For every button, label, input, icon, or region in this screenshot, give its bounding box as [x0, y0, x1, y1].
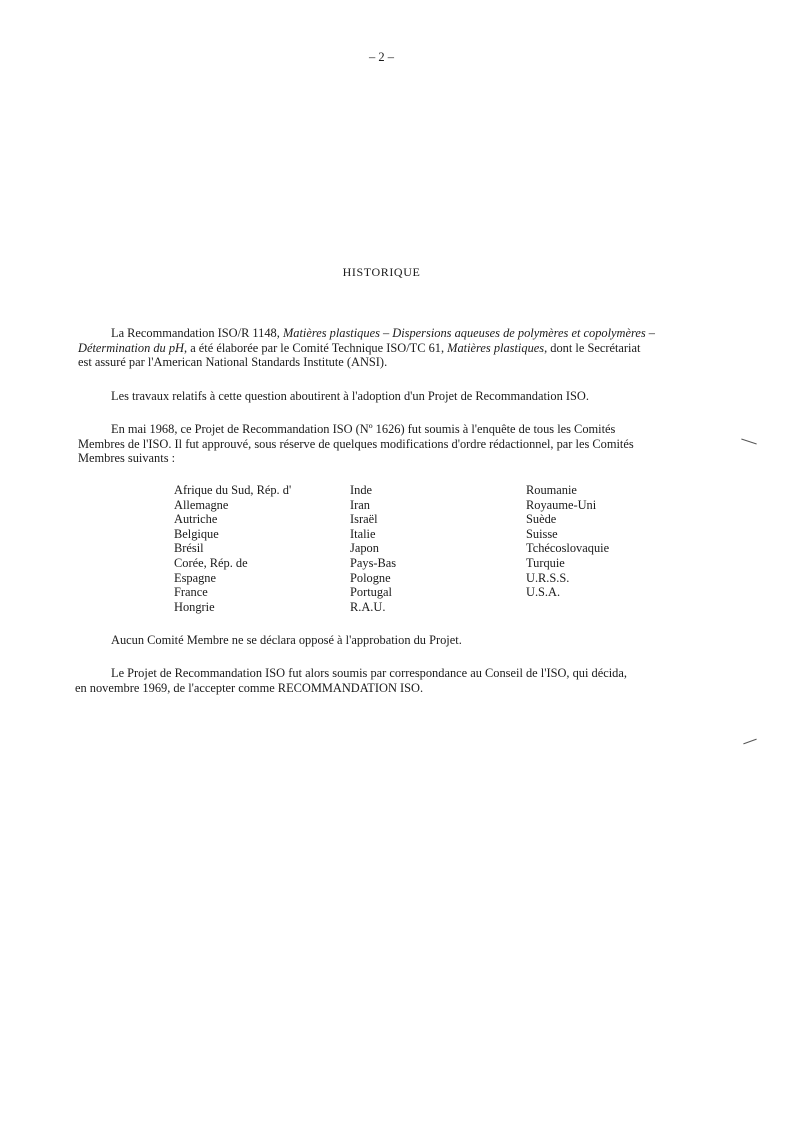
country-item: Royaume-Uni [526, 497, 597, 512]
section-heading: HISTORIQUE [342, 265, 421, 279]
member-countries-column-1 [174, 483, 291, 614]
secretariat-text: , dont le Secrétariat [544, 340, 641, 355]
history-paragraph-1 [78, 326, 678, 370]
margin-mark [743, 739, 756, 745]
recommendation-reference: La Recommandation ISO/R 1148, [111, 326, 283, 340]
history-paragraph-2 [78, 389, 678, 404]
paragraph-1-line-3: est assuré par l'American National Standards Institute (ANSI). [78, 355, 388, 370]
country-item: Israël [350, 512, 378, 527]
paragraph-1-line-2 [78, 341, 678, 356]
page-number: – 2 – [369, 50, 394, 64]
country-item: Tchécoslovaquie [526, 541, 610, 556]
country-item: Japon [350, 541, 379, 556]
history-paragraph-5 [75, 666, 678, 695]
recommendation-title-part-2: Détermination du pH [78, 340, 184, 355]
paragraph-5-line-2: en novembre 1969, de l'accepter comme RECOMMANDATION ISO. [75, 680, 424, 695]
country-item: Portugal [350, 585, 392, 600]
country-item: Inde [350, 483, 373, 497]
paragraph-3-line-2: Membres de l'ISO. Il fut approuvé, sous réserve de quelques modifications d'ordre rédactionnel, par les Comités [78, 436, 634, 451]
committee-text: , a été élaborée par le Comité Technique ISO/TC 61, [184, 340, 448, 355]
recommendation-title-part-1: Matières plastiques – Dispersions aqueuses de polymères et copolymères – [282, 326, 655, 340]
history-paragraph-4 [78, 633, 678, 648]
country-item: Roumanie [526, 483, 577, 497]
country-item: Corée, Rép. de [174, 555, 248, 570]
country-item: France [174, 585, 208, 600]
country-item: Suisse [526, 526, 558, 541]
country-item: Suède [526, 512, 557, 527]
country-item: Espagne [174, 570, 216, 585]
country-item: Brésil [174, 541, 204, 556]
committee-title: Matières plastiques [447, 340, 545, 355]
member-countries-column-2 [350, 483, 396, 614]
paragraph-5-line-1: Le Projet de Recommandation ISO fut alors soumis par correspondance au Conseil de l'ISO, qui décida, [111, 666, 627, 680]
country-item: R.A.U. [350, 599, 386, 614]
country-item: Belgique [174, 526, 219, 541]
country-item: Hongrie [174, 599, 215, 614]
country-item: Iran [350, 497, 370, 512]
member-countries-column-3 [526, 483, 609, 600]
paragraph-4-line-1: Aucun Comité Membre ne se déclara opposé à l'approbation du Projet. [111, 633, 462, 647]
country-item: Allemagne [174, 497, 229, 512]
country-item: Pays-Bas [350, 555, 397, 570]
history-paragraph-3 [78, 422, 678, 466]
country-item: Afrique du Sud, Rép. d' [174, 483, 292, 497]
margin-mark [741, 439, 757, 445]
country-item: Pologne [350, 570, 391, 585]
paragraph-3-line-1: En mai 1968, ce Projet de Recommandation ISO (Nº 1626) fut soumis à l'enquête de tous les Comités [111, 422, 616, 436]
paragraph-2-line-1: Les travaux relatifs à cette question aboutirent à l'adoption d'un Projet de Recommandation ISO. [111, 389, 589, 403]
country-item: U.R.S.S. [526, 570, 570, 585]
country-item: Italie [350, 526, 376, 541]
country-item: Turquie [526, 555, 565, 570]
paragraph-3-line-3: Membres suivants : [78, 451, 176, 466]
country-item: U.S.A. [526, 585, 561, 600]
paragraph-1-line-1 [78, 326, 678, 341]
country-item: Autriche [174, 512, 218, 527]
